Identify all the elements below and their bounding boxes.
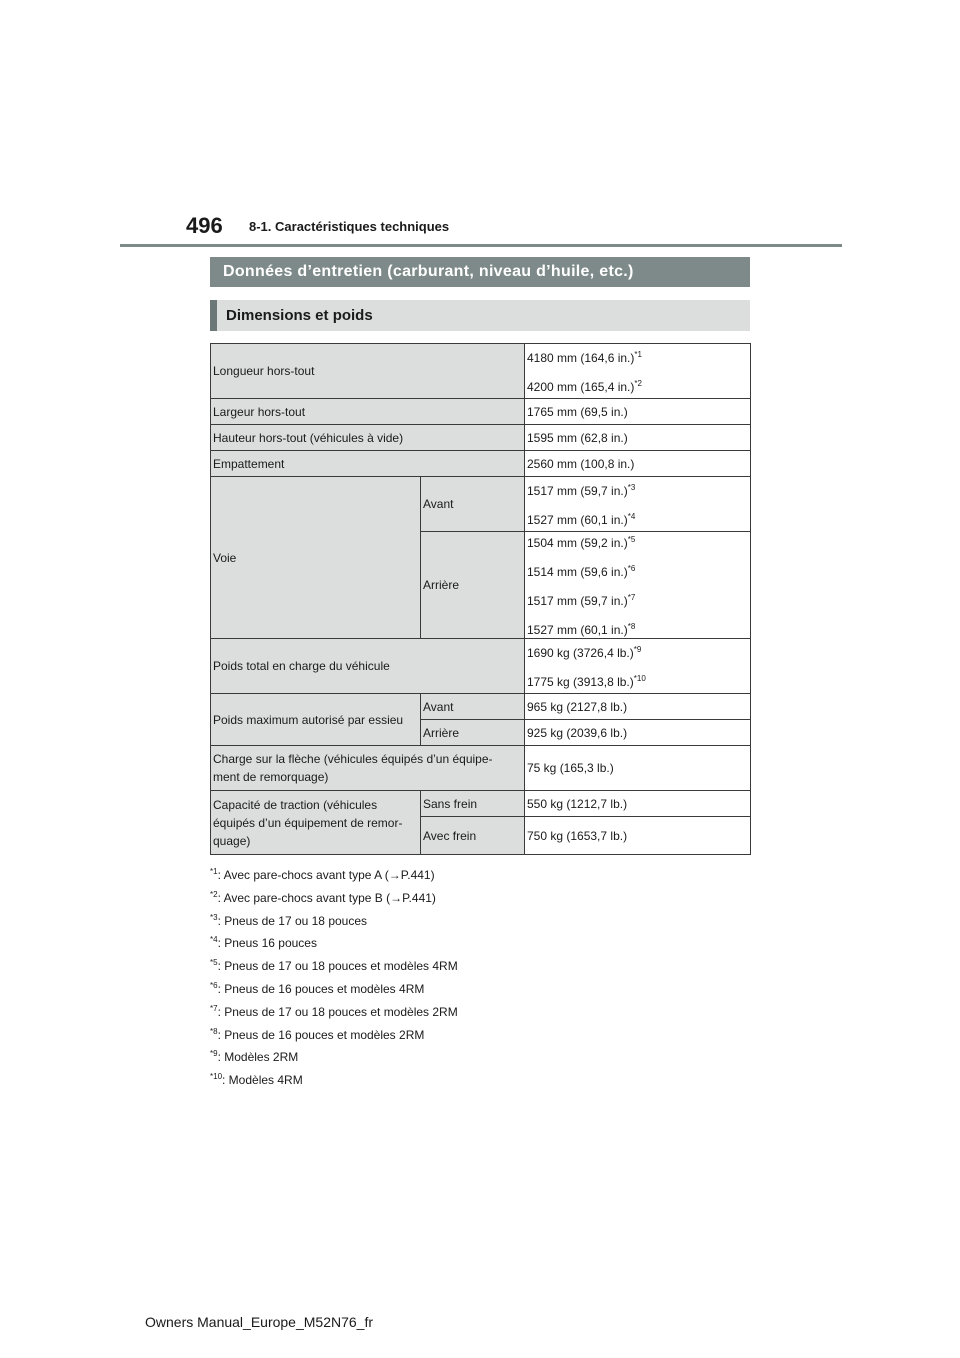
- sub-label: Avant: [421, 694, 525, 720]
- table-row: [211, 791, 751, 817]
- row-label: Charge sur la flèche (véhicules équipés d’un équipe- ment de remorquage): [211, 746, 525, 791]
- document-footer: Owners Manual_Europe_M52N76_fr: [145, 1314, 374, 1330]
- table-row: [211, 639, 751, 694]
- table-row: [211, 451, 751, 477]
- footnote-item: $^{*10}$: Modèles 4RM: [210, 1072, 303, 1088]
- row-value: 925 kg (2039,6 lb.): [525, 720, 751, 746]
- sub-label: Sans frein: [421, 791, 525, 817]
- row-label: Longueur hors-tout: [211, 344, 525, 399]
- row-value: 1517 mm (59,7 in.)$^{*3}$ 1527 mm (60,1 in.)$^{*4}$: [525, 477, 751, 532]
- row-value: 550 kg (1212,7 lb.): [525, 791, 751, 817]
- table-row: [211, 694, 751, 720]
- row-value: 1504 mm (59,2 in.)$^{*5}$ 1514 mm (59,6 in.)$^{*6}$ 1517 mm (59,7 in.)$^{*7}$ 1527 mm (60,1 in.)$^{*8}$: [525, 532, 751, 639]
- footnote-item: $^{*3}$: Pneus de 17 ou 18 pouces: [210, 912, 368, 928]
- table-row: [211, 399, 751, 425]
- footnote-item: $^{*5}$: Pneus de 17 ou 18 pouces et modèles 4RM: [210, 958, 458, 974]
- sub-label: Arrière: [421, 532, 525, 639]
- row-value: 4180 mm (164,6 in.)$^{*1}$ 4200 mm (165,4 in.)$^{*2}$: [525, 344, 751, 399]
- row-value: 1595 mm (62,8 in.): [525, 425, 751, 451]
- footnote-item: $^{*2}$: Avec pare-chocs avant type B (→P.441): [210, 889, 436, 905]
- sub-label: Avant: [421, 477, 525, 532]
- page-number: 496: [186, 213, 223, 238]
- row-label: Poids maximum autorisé par essieu: [211, 694, 421, 746]
- row-value: 75 kg (165,3 lb.): [525, 746, 751, 791]
- footnote-item: $^{*7}$: Pneus de 17 ou 18 pouces et modèles 2RM: [210, 1003, 458, 1019]
- row-value: 750 kg (1653,7 lb.): [525, 817, 751, 855]
- footnote-item: $^{*9}$: Modèles 2RM: [210, 1049, 299, 1065]
- table-row: [211, 344, 751, 399]
- footnote-item: $^{*6}$: Pneus de 16 pouces et modèles 4RM: [210, 980, 425, 996]
- footnote-item: $^{*1}$: Avec pare-chocs avant type A (→P.441): [210, 867, 435, 882]
- footnotes: [210, 862, 458, 1090]
- footnote-item: $^{*8}$: Pneus de 16 pouces et modèles 2RM: [210, 1026, 425, 1042]
- table-row: [211, 425, 751, 451]
- row-value: 2560 mm (100,8 in.): [525, 451, 751, 477]
- row-value: 965 kg (2127,8 lb.): [525, 694, 751, 720]
- section-title: 8-1. Caractéristiques techniques: [249, 219, 450, 234]
- row-label: Capacité de traction (véhicules équipés d’un équipement de remor- quage): [211, 791, 421, 855]
- subsection-title: Dimensions et poids: [210, 300, 750, 331]
- row-label: Hauteur hors-tout (véhicules à vide): [211, 425, 525, 451]
- row-value: 1765 mm (69,5 in.): [525, 399, 751, 425]
- header-rule: [120, 244, 842, 247]
- row-label: Empattement: [211, 451, 525, 477]
- row-label: Largeur hors-tout: [211, 399, 525, 425]
- row-value: 1690 kg (3726,4 lb.)$^{*9}$ 1775 kg (3913,8 lb.)$^{*10}$: [525, 639, 751, 694]
- row-label: Voie: [211, 477, 421, 639]
- footnote-item: $^{*4}$: Pneus 16 pouces: [210, 935, 317, 951]
- banner-title: Données d’entretien (carburant, niveau d’huile, etc.): [210, 257, 750, 287]
- sub-label: Arrière: [421, 720, 525, 746]
- table-row: [211, 746, 751, 791]
- row-label: Poids total en charge du véhicule: [211, 639, 525, 694]
- table-row: [211, 477, 751, 532]
- sub-label: Avec frein: [421, 817, 525, 855]
- dimensions-table: [210, 343, 751, 855]
